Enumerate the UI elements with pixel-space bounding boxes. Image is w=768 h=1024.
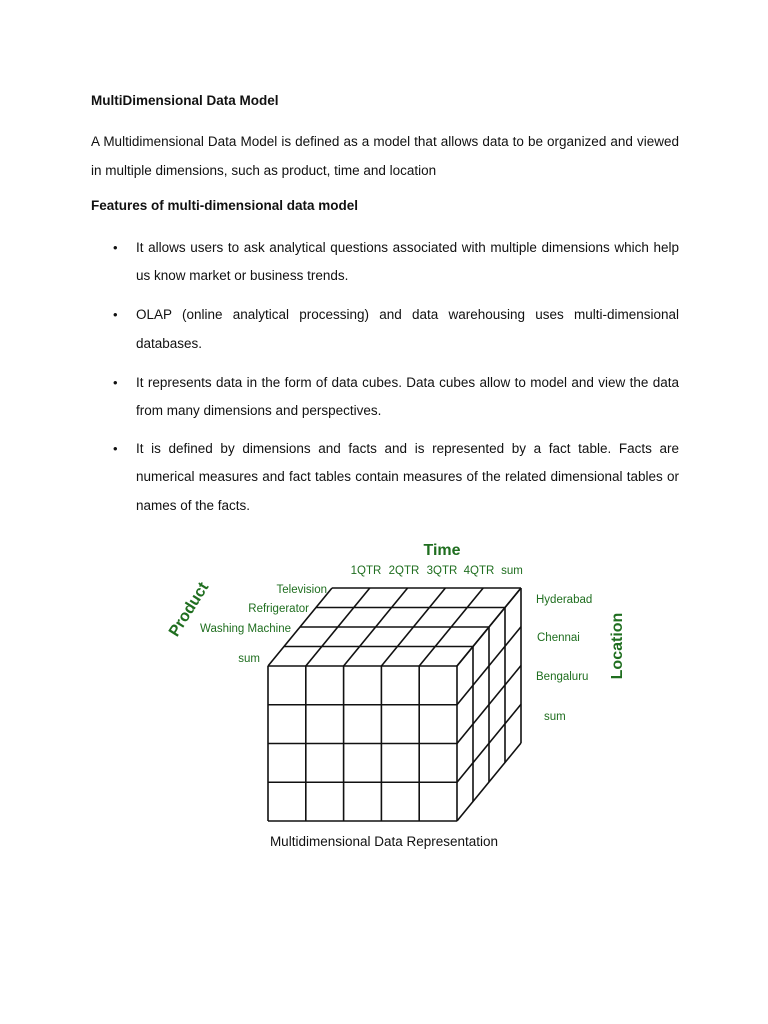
- list-item: [91, 301, 679, 357]
- bullet-icon: •: [113, 307, 118, 323]
- product-label: Washing Machine: [200, 623, 291, 635]
- list-item: [91, 234, 679, 290]
- list-item-text: OLAP (online analytical processing) and data warehousing uses multi-dimensional databases.: [136, 307, 679, 351]
- product-label: Refrigerator: [248, 603, 309, 615]
- product-label: Television: [276, 584, 327, 596]
- time-axis-label: Time: [423, 542, 461, 559]
- quarter-label: 1QTR: [350, 565, 382, 577]
- location-label: sum: [544, 711, 566, 723]
- bullet-icon: •: [113, 441, 118, 457]
- list-item-text: It allows users to ask analytical questions associated with multiple dimensions which help us know market or business trends.: [136, 240, 679, 284]
- data-cube-diagram: [160, 535, 640, 835]
- bullet-icon: •: [113, 240, 118, 255]
- features-list: [91, 234, 679, 520]
- quarter-label: 2QTR: [388, 565, 420, 577]
- list-item-text: It represents data in the form of data cubes. Data cubes allow to model and view the data from many dimensions and perspectives.: [136, 374, 679, 419]
- location-label: Chennai: [537, 632, 580, 644]
- quarter-label: 4QTR: [463, 565, 495, 577]
- quarter-label: sum: [501, 565, 523, 577]
- list-item: [91, 435, 679, 520]
- list-item: [91, 369, 679, 425]
- location-axis-label: Location: [609, 612, 626, 680]
- intro-paragraph: A Multidimensional Data Model is defined as a model that allows data to be organized and viewed in multiple dimensions, such as product, time and location: [91, 134, 679, 178]
- cube-lines: [268, 588, 521, 821]
- page-title: MultiDimensional Data Model: [91, 93, 279, 108]
- bullet-icon: •: [113, 374, 118, 390]
- figure-caption: Multidimensional Data Representation: [269, 834, 499, 849]
- product-axis-label: Product: [165, 579, 213, 640]
- product-label: sum: [238, 653, 260, 665]
- list-item-text: It is defined by dimensions and facts and is represented by a fact table. Facts are numerical measures and fact tables contain measures of the related dimensional tables or names of the facts.: [136, 441, 679, 513]
- quarter-label: 3QTR: [426, 565, 458, 577]
- location-label: Hyderabad: [536, 594, 593, 606]
- features-heading: Features of multi-dimensional data model: [91, 198, 359, 213]
- location-label: Bengaluru: [536, 671, 589, 683]
